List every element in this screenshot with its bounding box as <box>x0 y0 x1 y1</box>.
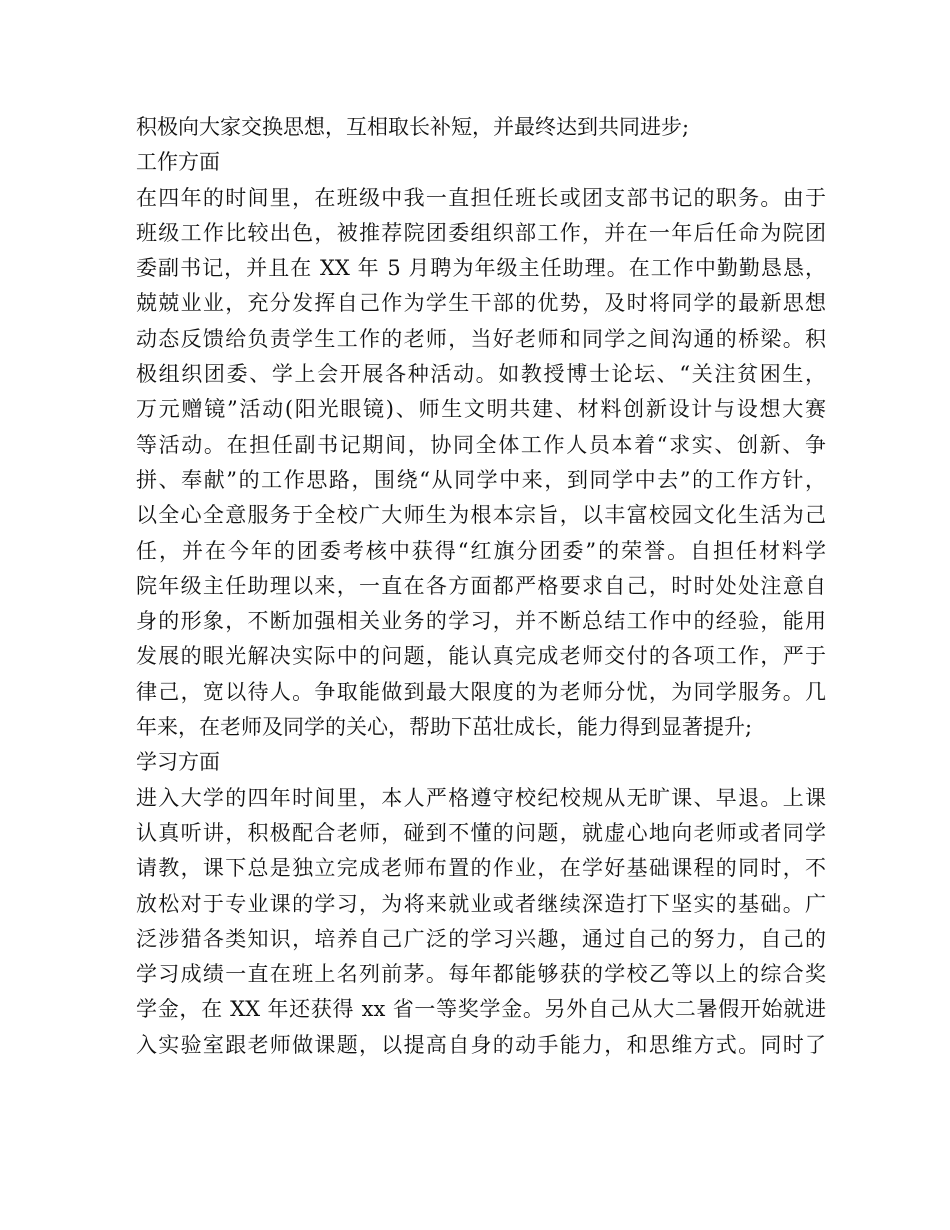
text-line: 极组织团委、学上会开展各种活动。如教授博士论坛、“关注贫困生， <box>136 362 826 387</box>
text-line: 学金，在 XX 年还获得 xx 省一等奖学金。另外自己从大二暑假开始就进 <box>136 997 826 1022</box>
text-line: 工作方面 <box>136 150 220 175</box>
text-line: 院年级主任助理以来，一直在各方面都严格要求自己，时时处处注意自 <box>136 573 826 598</box>
text-line: 积极向大家交换思想，互相取长补短，并最终达到共同进步; <box>136 115 690 139</box>
text-line: 委副书记，并且在 XX 年 5 月聘为年级主任助理。在工作中勤勤恳恳， <box>136 256 826 281</box>
text-line: 发展的眼光解决实际中的问题，能认真完成老师交付的各项工作，严于 <box>136 644 826 669</box>
text-line: 律己，宽以待人。争取能做到最大限度的为老师分忧，为同学服务。几 <box>136 679 826 704</box>
text-line: 以全心全意服务于全校广大师生为根本宗旨，以丰富校园文化生活为己 <box>136 503 826 528</box>
text-line: 认真听讲，积极配合老师，碰到不懂的问题，就虚心地向老师或者同学 <box>136 820 826 845</box>
text-line: 学习成绩一直在班上名列前茅。每年都能够获的学校乙等以上的综合奖 <box>136 962 826 987</box>
document-body <box>136 110 826 1063</box>
text-line: 入实验室跟老师做课题，以提高自身的动手能力，和思维方式。同时了 <box>136 1032 826 1057</box>
text-line: 等活动。在担任副书记期间，协同全体工作人员本着“求实、创新、争 <box>136 432 826 457</box>
text-line: 放松对于专业课的学习，为将来就业或者继续深造打下坚实的基础。广 <box>136 891 826 916</box>
text-line: 班级工作比较出色，被推荐院团委组织部工作，并在一年后任命为院团 <box>136 220 826 245</box>
text-line: 万元赠镜”活动(阳光眼镜)、师生文明共建、材料创新设计与设想大赛 <box>136 397 826 422</box>
text-line: 请教，课下总是独立完成老师布置的作业，在学好基础课程的同时，不 <box>136 856 826 881</box>
text-line: 任，并在今年的团委考核中获得“红旗分团委”的荣誉。自担任材料学 <box>136 538 826 563</box>
text-line: 动态反馈给负责学生工作的老师，当好老师和同学之间沟通的桥梁。积 <box>136 326 826 351</box>
text-line: 兢兢业业，充分发挥自己作为学生干部的优势，及时将同学的最新思想 <box>136 291 826 316</box>
text-line: 身的形象，不断加强相关业务的学习，并不断总结工作中的经验，能用 <box>136 609 826 634</box>
text-line: 拼、奉献”的工作思路，围绕“从同学中来，到同学中去”的工作方针， <box>136 467 826 492</box>
text-line: 进入大学的四年时间里，本人严格遵守校纪校规从无旷课、早退。上课 <box>136 785 826 810</box>
text-line: 在四年的时间里，在班级中我一直担任班长或团支部书记的职务。由于 <box>136 185 826 210</box>
text-line: 泛涉猎各类知识，培养自己广泛的学习兴趣，通过自己的努力，自己的 <box>136 926 826 951</box>
text-line: 学习方面 <box>136 750 220 775</box>
text-line: 年来，在老师及同学的关心，帮助下茁壮成长，能力得到显著提升; <box>136 715 753 740</box>
